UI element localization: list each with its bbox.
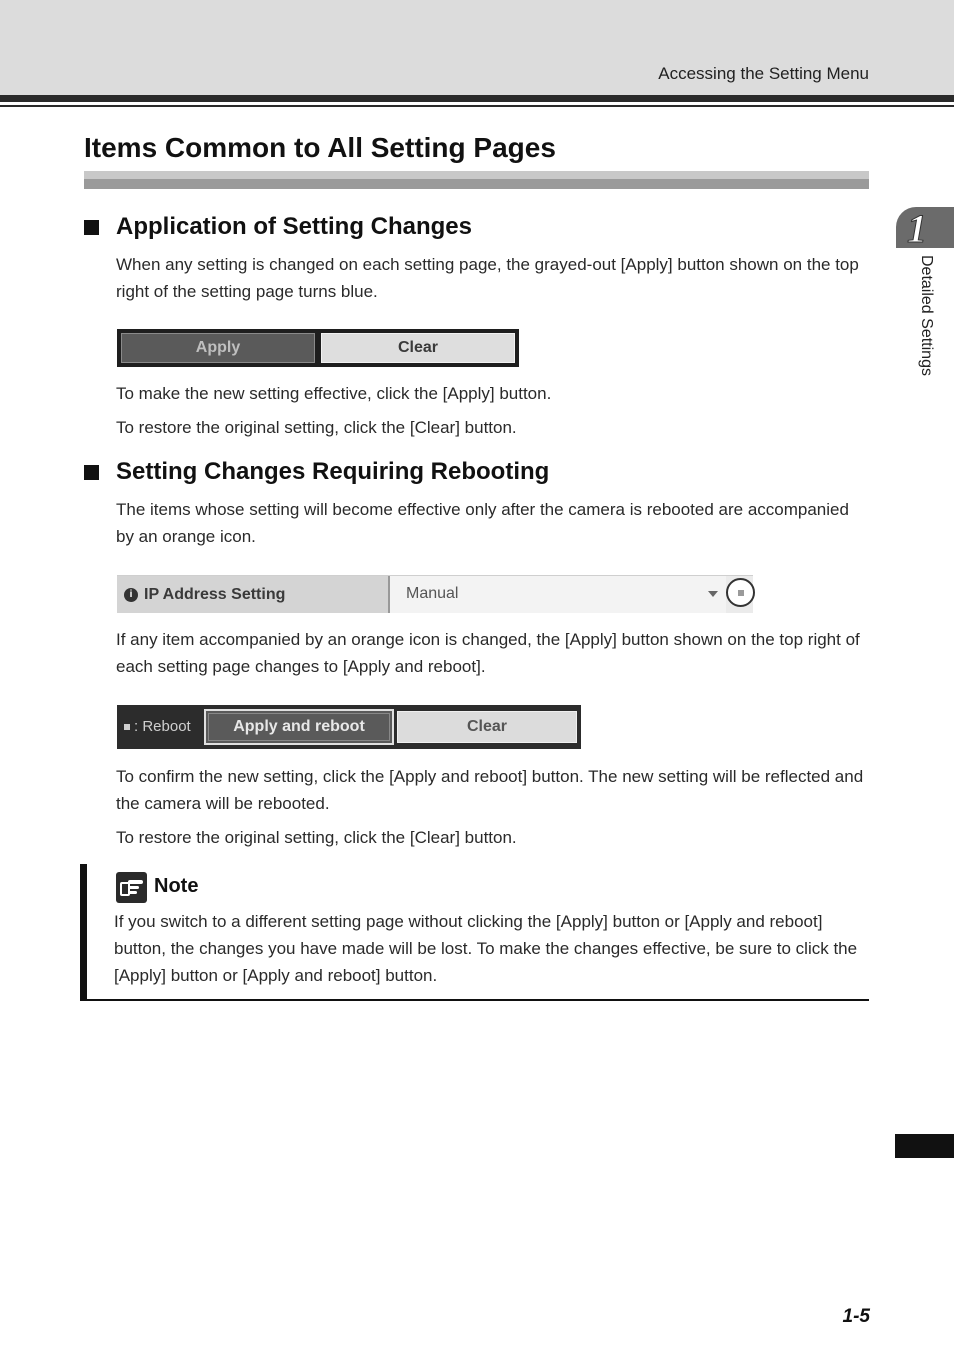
apply-clear-bar-screenshot [117,329,519,367]
ip-address-label-cell [117,576,388,613]
note-side-bar [80,864,87,1001]
ip-address-setting-row [117,575,753,613]
apply-button[interactable]: Apply [121,333,315,363]
info-icon: i [124,588,138,602]
square-bullet-icon [84,220,99,235]
paragraph-reboot-change: If any item accompanied by an orange icon is changed, the [Apply] button shown on the top right of each setting page changes to [Apply and reboot]. [116,630,860,676]
chapter-label: Detailed Settings [918,255,935,376]
section-heading-rebooting [84,458,549,486]
chapter-number: 1 [907,206,927,251]
section-heading-application [84,213,472,241]
square-bullet-icon [84,465,99,480]
reboot-indicator-icon [726,578,755,607]
apply-reboot-bar-screenshot [117,705,581,749]
pointing-hand-icon [116,872,147,903]
running-header: Accessing the Setting Menu [658,64,869,83]
title-underline-bar [84,171,869,189]
paragraph-intro-apply: When any setting is changed on each setting page, the grayed-out [Apply] button shown on the top right of the setting page turns blue. [116,255,859,301]
note-text: If you switch to a different setting page without clicking the [Apply] button or [Apply and reboot] button, the changes you have made will be lost. To make the changes effective, be sure to click the [Apply] button or [Apply and reboot] button. [114,912,858,985]
paragraph-clear-instruction-2: To restore the original setting, click the [Clear] button. [116,828,517,847]
ip-address-label: IP Address Setting [144,585,286,603]
reboot-legend [124,718,191,735]
clear-button[interactable]: Clear [321,333,515,363]
thumb-index-mark [895,1134,954,1158]
page-title: Items Common to All Setting Pages [84,132,556,163]
chevron-down-icon [708,591,718,597]
note-title: Note [154,875,199,897]
header-rule-thick [0,95,954,102]
ip-address-select[interactable] [390,576,726,613]
page-number: 1-5 [842,1306,870,1327]
section-heading-text: Setting Changes Requiring Rebooting [116,458,550,485]
apply-and-reboot-button[interactable]: Apply and reboot [204,709,394,745]
paragraph-confirm-reboot: To confirm the new setting, click the [Apply and reboot] button. The new setting will be reflected and the camera will be rebooted. [116,767,864,813]
paragraph-apply-instruction: To make the new setting effective, click the [Apply] button. [116,384,552,403]
header-rule-thin [0,105,954,107]
ip-address-select-value: Manual [406,585,459,602]
paragraph-reboot-intro: The items whose setting will become effective only after the camera is rebooted are accompanied by an orange icon. [116,500,849,546]
clear-button[interactable]: Clear [397,711,577,743]
section-heading-text: Application of Setting Changes [116,213,473,240]
note-bottom-rule [80,999,869,1001]
reboot-legend-text: : Reboot [134,718,191,735]
paragraph-clear-instruction: To restore the original setting, click the [Clear] button. [116,418,517,437]
reboot-square-icon [124,724,130,730]
